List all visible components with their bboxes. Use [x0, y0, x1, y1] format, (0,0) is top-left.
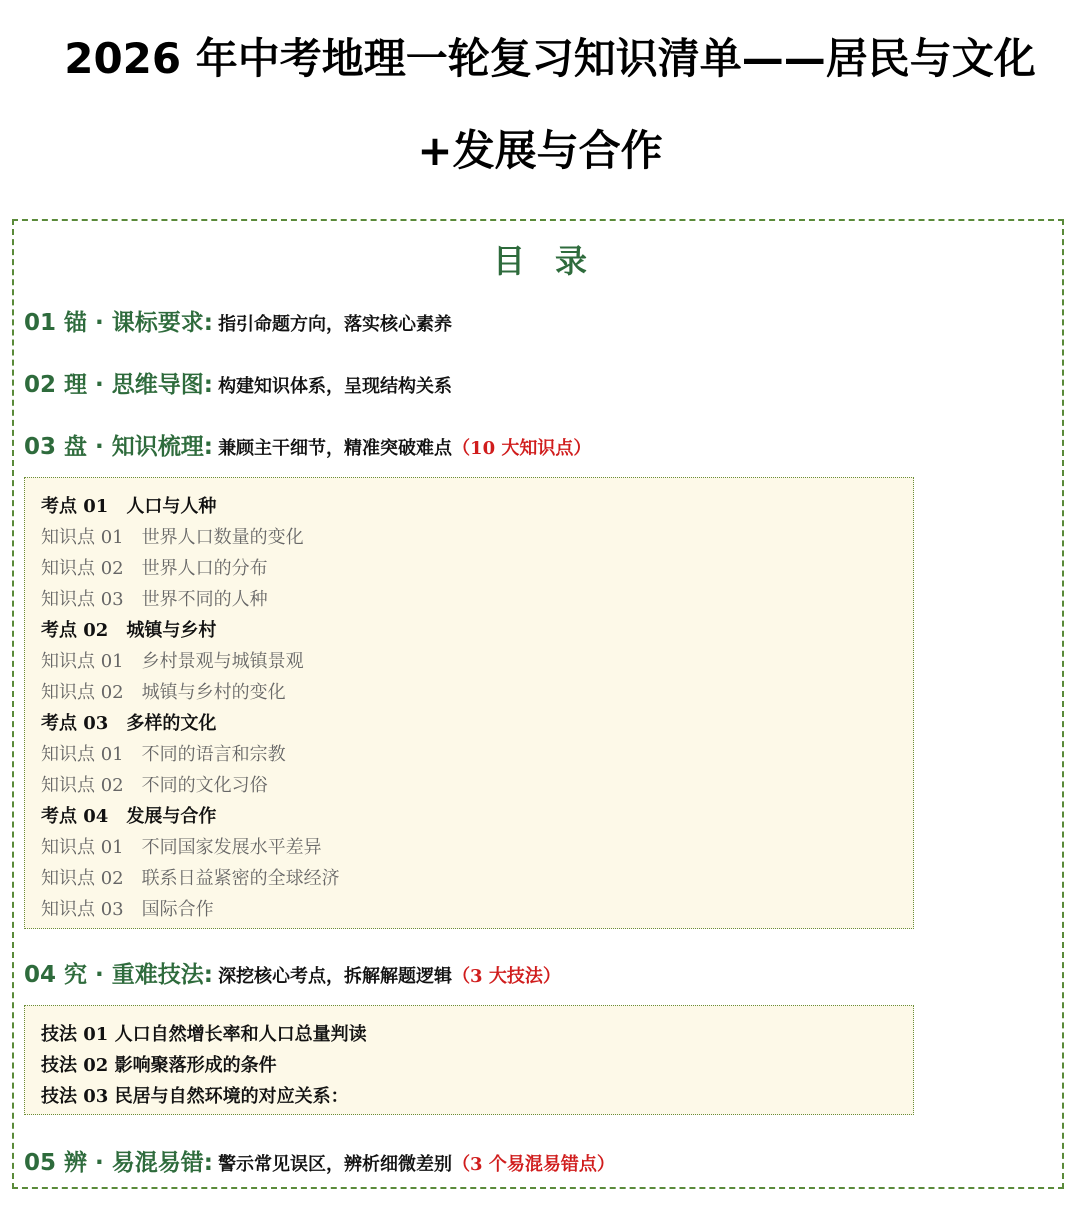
- section-heading: 03 盘 · 知识梳理:: [24, 434, 213, 460]
- section-count-note: （3 大技法）: [452, 966, 561, 987]
- knowledge-point-item: 知识点 01 世界人口数量的变化: [41, 527, 304, 548]
- knowledge-point-item: 知识点 02 不同的文化习俗: [41, 775, 268, 796]
- exam-point-item: 考点 02 城镇与乡村: [41, 620, 217, 641]
- toc-section-02: [24, 366, 452, 399]
- technique-item: 技法 03 民居与自然环境的对应关系：: [41, 1086, 349, 1107]
- section-description: 深挖核心考点，拆解解题逻辑: [218, 966, 453, 987]
- document-title-line-1: 2026 年中考地理一轮复习知识清单——居民与文化: [64, 34, 1036, 83]
- toc-section-04: [24, 956, 561, 989]
- knowledge-point-item: 知识点 03 世界不同的人种: [41, 589, 268, 610]
- toc-heading: 目录: [492, 242, 617, 280]
- techniques-box: [24, 1005, 914, 1115]
- section-description: 兼顾主干细节，精准突破难点: [218, 438, 453, 459]
- knowledge-point-item: 知识点 02 世界人口的分布: [41, 558, 268, 579]
- toc-section-01: [24, 304, 452, 337]
- knowledge-points-box: [24, 477, 914, 929]
- section-description: 构建知识体系，呈现结构关系: [218, 376, 453, 397]
- knowledge-point-item: 知识点 01 不同国家发展水平差异: [41, 837, 322, 858]
- section-heading: 05 辨 · 易混易错:: [24, 1150, 213, 1176]
- section-description: 指引命题方向，落实核心素养: [218, 314, 453, 335]
- exam-point-item: 考点 04 发展与合作: [41, 806, 217, 827]
- knowledge-point-item: 知识点 02 联系日益紧密的全球经济: [41, 868, 340, 889]
- knowledge-point-item: 知识点 02 城镇与乡村的变化: [41, 682, 286, 703]
- technique-item: 技法 02 影响聚落形成的条件: [41, 1055, 277, 1076]
- knowledge-point-item: 知识点 03 国际合作: [41, 899, 214, 920]
- section-heading: 01 锚 · 课标要求:: [24, 310, 213, 336]
- section-count-note: （10 大知识点）: [452, 438, 592, 459]
- section-heading: 04 究 · 重难技法:: [24, 962, 213, 988]
- section-count-note: （3 个易混易错点）: [452, 1154, 615, 1175]
- exam-point-item: 考点 03 多样的文化: [41, 713, 217, 734]
- toc-section-03: [24, 428, 591, 461]
- section-heading: 02 理 · 思维导图:: [24, 372, 213, 398]
- section-description: 警示常见误区，辨析细微差别: [218, 1154, 453, 1175]
- technique-item: 技法 01 人口自然增长率和人口总量判读: [41, 1024, 367, 1045]
- toc-section-05: [24, 1144, 615, 1177]
- knowledge-point-item: 知识点 01 不同的语言和宗教: [41, 744, 286, 765]
- knowledge-point-item: 知识点 01 乡村景观与城镇景观: [41, 651, 304, 672]
- exam-point-item: 考点 01 人口与人种: [41, 496, 217, 517]
- document-title-line-2: +发展与合作: [417, 126, 663, 175]
